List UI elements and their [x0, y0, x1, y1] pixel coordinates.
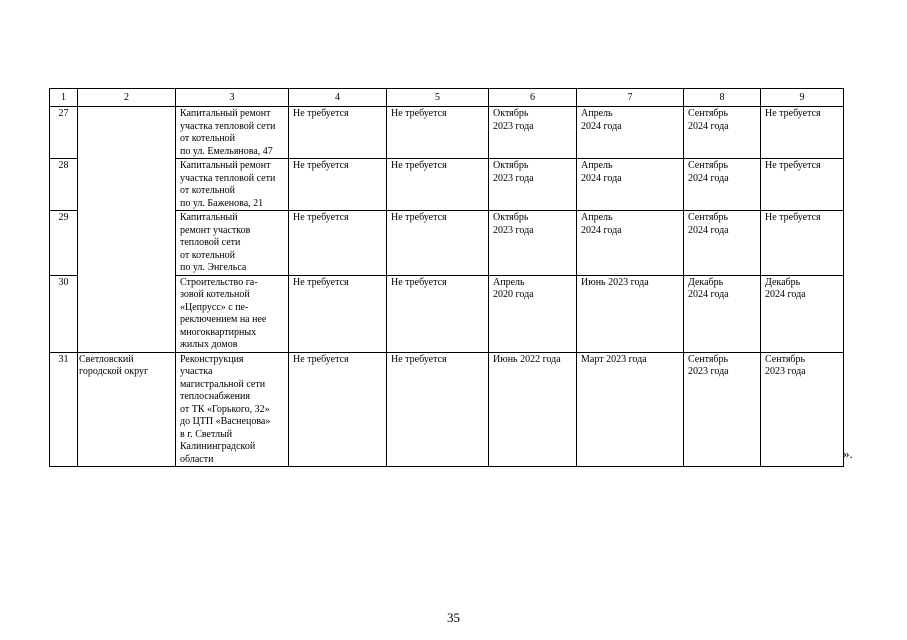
column-header: 5 — [387, 89, 489, 107]
table-cell: Не требуется — [387, 275, 489, 352]
table-cell: Не требуется — [761, 107, 844, 159]
table-cell: Не требуется — [387, 159, 489, 211]
table-cell: Октябрь 2023 года — [489, 159, 577, 211]
column-header: 1 — [50, 89, 78, 107]
row-number: 27 — [50, 107, 78, 159]
table-row — [50, 352, 844, 467]
data-table — [49, 88, 844, 467]
table-cell: Не требуется — [289, 275, 387, 352]
column-header: 6 — [489, 89, 577, 107]
column-header: 8 — [684, 89, 761, 107]
table-cell: Апрель 2024 года — [577, 159, 684, 211]
table-cell: Не требуется — [387, 352, 489, 467]
object-name-cell: Реконструкция участка магистральной сети теплоснабжения от ТК «Горького, 32» до ЦТП «Васнецова» в г. Светлый Калининградской области — [176, 352, 289, 467]
column-header: 9 — [761, 89, 844, 107]
table-cell: Март 2023 года — [577, 352, 684, 467]
table-cell: Июнь 2023 года — [577, 275, 684, 352]
column-header: 3 — [176, 89, 289, 107]
closing-quote-mark: ». — [843, 446, 853, 461]
column-header: 2 — [78, 89, 176, 107]
object-name-cell: Капитальный ремонт участков тепловой сети от котельной по ул. Энгельса — [176, 211, 289, 276]
table-cell: Не требуется — [761, 211, 844, 276]
table-cell: Не требуется — [289, 159, 387, 211]
table-cell: Сентябрь 2023 года — [684, 352, 761, 467]
table-cell: Не требуется — [289, 352, 387, 467]
table-cell: Апрель 2020 года — [489, 275, 577, 352]
object-name-cell: Капитальный ремонт участка тепловой сети от котельной по ул. Емельянова, 47 — [176, 107, 289, 159]
table-cell: Не требуется — [289, 211, 387, 276]
table-cell: Июнь 2022 года — [489, 352, 577, 467]
table-cell: Апрель 2024 года — [577, 211, 684, 276]
table-cell: Сентябрь 2024 года — [684, 211, 761, 276]
table-cell: Апрель 2024 года — [577, 107, 684, 159]
table-row — [50, 107, 844, 159]
table-cell: Сентябрь 2023 года — [761, 352, 844, 467]
object-name-cell: Строительство га- зовой котельной «Цепрусс» с пе- реключением на нее многоквартирных жилых домов — [176, 275, 289, 352]
data-table-wrapper — [49, 88, 844, 467]
column-header: 4 — [289, 89, 387, 107]
header-row — [50, 89, 844, 107]
table-cell: Не требуется — [387, 211, 489, 276]
row-number: 29 — [50, 211, 78, 276]
table-cell: Октябрь 2023 года — [489, 107, 577, 159]
row-number: 28 — [50, 159, 78, 211]
table-cell: Декабрь 2024 года — [684, 275, 761, 352]
row-number: 30 — [50, 275, 78, 352]
column-header: 7 — [577, 89, 684, 107]
table-cell: Сентябрь 2024 года — [684, 159, 761, 211]
table-cell: Не требуется — [761, 159, 844, 211]
row-number: 31 — [50, 352, 78, 467]
object-name-cell: Капитальный ремонт участка тепловой сети от котельной по ул. Баженова, 21 — [176, 159, 289, 211]
table-cell: Не требуется — [289, 107, 387, 159]
table-cell: Декабрь 2024 года — [761, 275, 844, 352]
district-cell: Светловский городской округ — [78, 352, 176, 467]
table-cell: Октябрь 2023 года — [489, 211, 577, 276]
district-cell-empty — [78, 107, 176, 353]
table-cell: Не требуется — [387, 107, 489, 159]
table-cell: Сентябрь 2024 года — [684, 107, 761, 159]
page-number: 35 — [447, 610, 460, 625]
